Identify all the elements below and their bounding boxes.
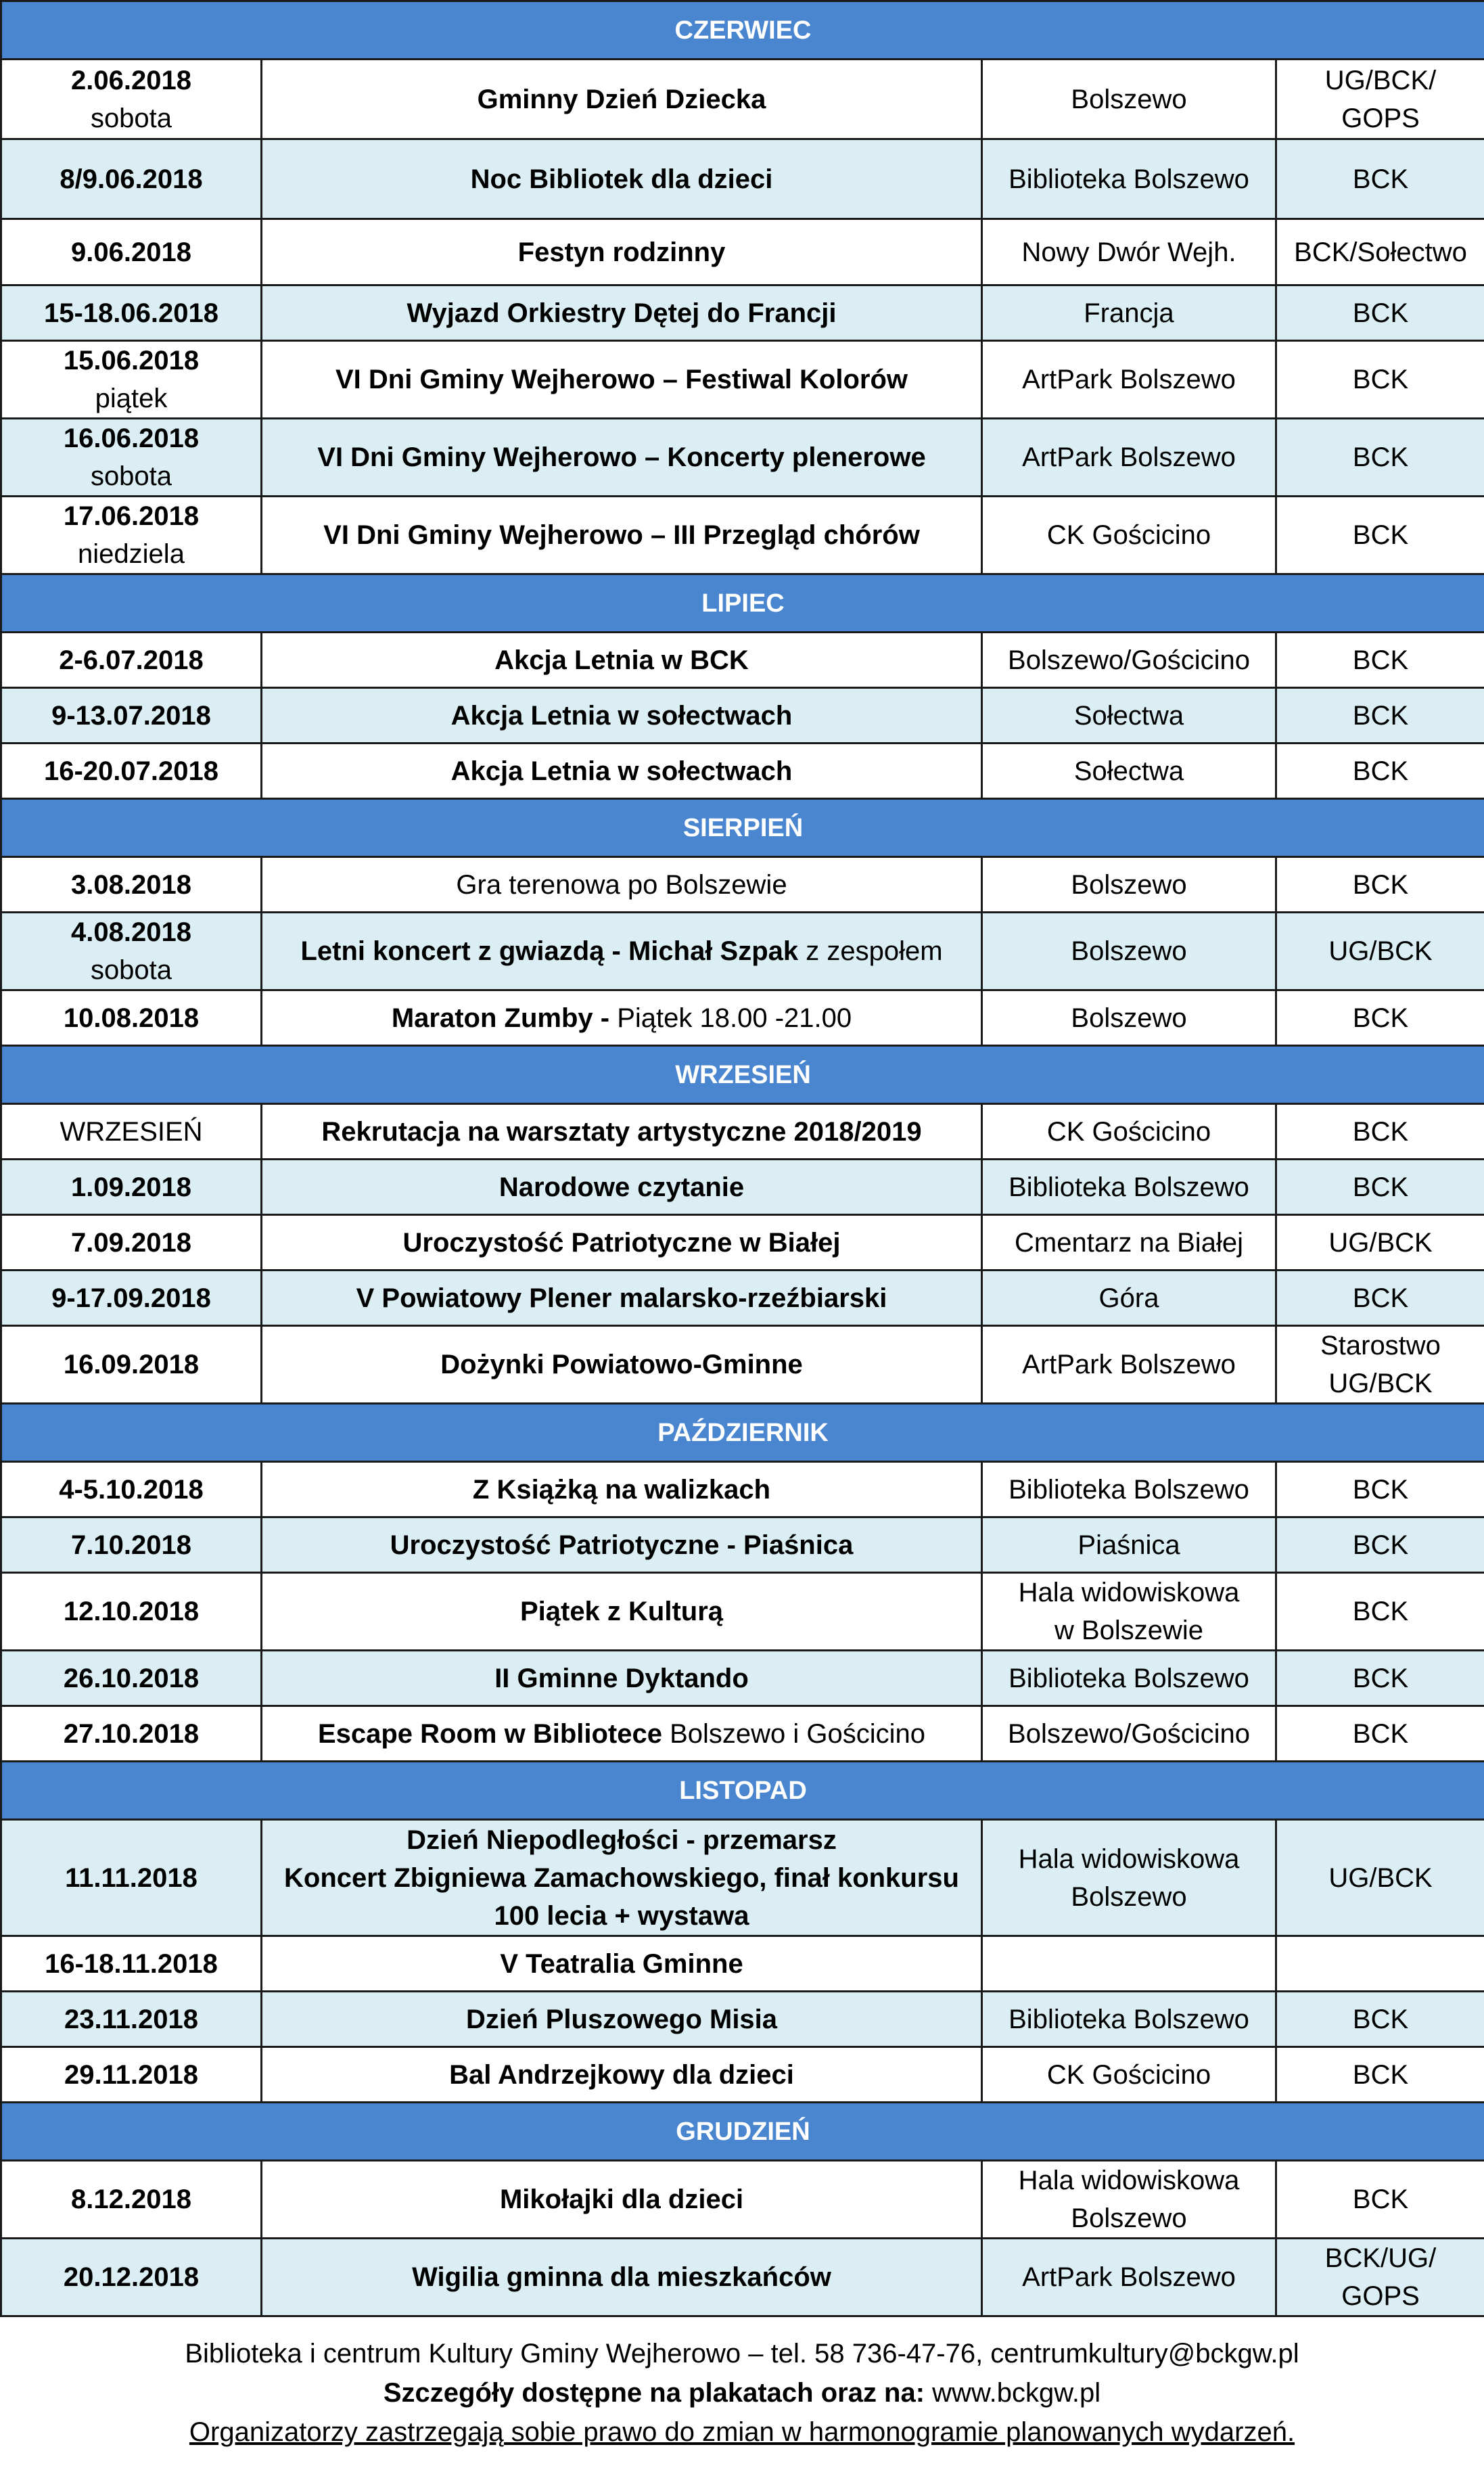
- cell-text: BCK: [1352, 1283, 1409, 1313]
- month-name: CZERWIEC: [1, 1, 1484, 60]
- event-date: [1, 913, 262, 990]
- event-date-text: 8/9.06.2018: [60, 164, 203, 194]
- event-organizer: [1276, 1820, 1484, 1936]
- event-title: [262, 1517, 982, 1573]
- event-title-part: Bolszewo i Gościcino: [662, 1718, 926, 1749]
- cell-text: ArtPark Bolszewo: [1022, 1350, 1236, 1379]
- event-title: [262, 633, 982, 688]
- event-date-text: 4-5.10.2018: [59, 1474, 204, 1505]
- cell-text: Biblioteka Bolszewo: [1008, 1172, 1249, 1202]
- event-date: [1, 1215, 262, 1271]
- event-row: [1, 1104, 1484, 1160]
- event-organizer: [1276, 1160, 1484, 1215]
- event-title: [262, 219, 982, 285]
- cell-text: BCK: [1352, 1474, 1409, 1505]
- event-date: [1, 60, 262, 139]
- month-name: SIERPIEŃ: [1, 799, 1484, 857]
- event-title: [262, 1271, 982, 1326]
- event-row: [1, 60, 1484, 139]
- event-row: [1, 497, 1484, 574]
- event-date: [1, 2239, 262, 2316]
- event-row: [1, 2047, 1484, 2103]
- event-title-part: Rekrutacja na warsztaty artystyczne 2018/2019: [321, 1116, 922, 1147]
- cell-text: Biblioteka Bolszewo: [1008, 2004, 1249, 2034]
- cell-text: BCK: [1352, 442, 1409, 472]
- cell-text: Bolszewo: [1071, 84, 1187, 114]
- event-date: [1, 1104, 262, 1160]
- cell-text: ArtPark Bolszewo: [1022, 2262, 1236, 2292]
- event-row: [1, 285, 1484, 341]
- event-place: [982, 857, 1276, 913]
- footer-disclaimer: Organizatorzy zastrzegają sobie prawo do zmian w harmonogramie planowanych wydarzeń.: [189, 2417, 1295, 2447]
- event-place: [982, 1936, 1276, 1992]
- event-row: [1, 1271, 1484, 1326]
- event-place: [982, 1992, 1276, 2047]
- event-title: [262, 857, 982, 913]
- cell-text: Sołectwa: [1073, 756, 1184, 786]
- event-row: [1, 633, 1484, 688]
- event-organizer: [1276, 1104, 1484, 1160]
- event-organizer: [1276, 1517, 1484, 1573]
- footer-contact: Biblioteka i centrum Kultury Gminy Wejherowo – tel. 58 736-47-76, centrumkultury@bckgw.pl: [185, 2339, 1299, 2369]
- event-date-text: 1.09.2018: [71, 1172, 191, 1202]
- event-organizer: [1276, 1462, 1484, 1517]
- event-title: [262, 1651, 982, 1706]
- event-weekday: sobota: [90, 103, 172, 133]
- footer-website-link[interactable]: www.bckgw.pl: [932, 2378, 1101, 2408]
- event-place: [982, 990, 1276, 1046]
- event-row: [1, 1160, 1484, 1215]
- event-title: [262, 1820, 982, 1936]
- cell-text: BCK/Sołectwo: [1294, 237, 1467, 267]
- month-name: WRZESIEŃ: [1, 1046, 1484, 1104]
- event-title-part: Narodowe czytanie: [498, 1172, 745, 1202]
- event-date: [1, 219, 262, 285]
- event-place: [982, 2047, 1276, 2103]
- cell-text: BCK: [1352, 1116, 1409, 1147]
- event-title-part: z zespołem: [798, 936, 943, 966]
- footer: [0, 2334, 1484, 2452]
- event-date: [1, 1992, 262, 2047]
- event-row: [1, 2161, 1484, 2239]
- event-organizer: [1276, 1992, 1484, 2047]
- event-title: [262, 497, 982, 574]
- cell-text: ArtPark Bolszewo: [1022, 442, 1236, 472]
- event-title: [262, 990, 982, 1046]
- event-organizer: [1276, 60, 1484, 139]
- event-date-text: 20.12.2018: [63, 2262, 200, 2292]
- event-organizer: [1276, 990, 1484, 1046]
- event-date: [1, 1271, 262, 1326]
- event-organizer: [1276, 1573, 1484, 1651]
- event-title-part: Piątek z Kulturą: [519, 1597, 724, 1626]
- month-header-row: [1, 1762, 1484, 1820]
- event-title: [262, 419, 982, 497]
- event-title-part: Uroczystość Patriotyczne w Białej: [402, 1227, 841, 1258]
- event-organizer: [1276, 744, 1484, 799]
- event-date: [1, 2161, 262, 2239]
- event-date-text: 16.06.2018: [63, 424, 200, 453]
- event-row: [1, 1992, 1484, 2047]
- event-place: [982, 1215, 1276, 1271]
- month-name: GRUDZIEŃ: [1, 2103, 1484, 2161]
- event-row: [1, 990, 1484, 1046]
- event-title-part: Escape Room w Bibliotece: [317, 1718, 662, 1749]
- event-organizer: [1276, 1651, 1484, 1706]
- event-date: [1, 633, 262, 688]
- event-row: [1, 139, 1484, 219]
- event-date-text: 7.09.2018: [71, 1227, 191, 1258]
- event-weekday: sobota: [90, 461, 172, 491]
- event-row: [1, 341, 1484, 419]
- event-organizer: [1276, 1215, 1484, 1271]
- event-row: [1, 688, 1484, 744]
- cell-text: BCK: [1352, 645, 1409, 675]
- event-title-part: VI Dni Gminy Wejherowo – III Przegląd chórów: [323, 520, 920, 550]
- event-place: [982, 1326, 1276, 1404]
- month-name: PAŹDZIERNIK: [1, 1404, 1484, 1462]
- event-organizer: [1276, 497, 1484, 574]
- event-organizer: [1276, 341, 1484, 419]
- cell-text: BCK: [1352, 700, 1409, 731]
- event-organizer: [1276, 2239, 1484, 2316]
- event-row: [1, 913, 1484, 990]
- event-title-part: Mikołajki dla dzieci: [499, 2185, 744, 2214]
- cell-text: BCK: [1352, 756, 1409, 786]
- event-organizer: [1276, 1271, 1484, 1326]
- cell-text: BCK: [1352, 1003, 1409, 1033]
- month-header-row: [1, 1, 1484, 60]
- event-title: [262, 60, 982, 139]
- cell-text: Bolszewo/Gościcino: [1008, 1718, 1250, 1749]
- event-weekday: sobota: [90, 955, 172, 985]
- event-title-part: Akcja Letnia w sołectwach: [450, 700, 793, 731]
- cell-text: CK Gościcino: [1046, 520, 1211, 550]
- event-date: [1, 990, 262, 1046]
- event-weekday: piątek: [95, 384, 168, 413]
- event-date: [1, 1936, 262, 1992]
- event-place: [982, 60, 1276, 139]
- event-organizer: [1276, 913, 1484, 990]
- event-date-text: 23.11.2018: [64, 2004, 198, 2034]
- event-title-part: V Powiatowy Plener malarsko-rzeźbiarski: [356, 1283, 887, 1313]
- event-row: [1, 857, 1484, 913]
- cell-text: Piaśnica: [1077, 1530, 1180, 1560]
- event-title: [262, 1104, 982, 1160]
- event-title-part: Uroczystość Patriotyczne - Piaśnica: [390, 1530, 854, 1560]
- event-date: [1, 497, 262, 574]
- event-organizer: [1276, 419, 1484, 497]
- month-header-row: [1, 1404, 1484, 1462]
- event-title-part: Letni koncert z gwiazdą - Michał Szpak: [300, 936, 799, 966]
- event-title: [262, 285, 982, 341]
- event-title: [262, 1936, 982, 1992]
- event-title-part: V Teatralia Gminne: [500, 1948, 743, 1979]
- event-date-text: WRZESIEŃ: [60, 1116, 203, 1147]
- event-place: [982, 633, 1276, 688]
- cell-text: Góra: [1098, 1283, 1159, 1313]
- event-title: [262, 744, 982, 799]
- event-row: [1, 744, 1484, 799]
- event-date: [1, 1651, 262, 1706]
- cell-text: BCK: [1352, 1663, 1409, 1693]
- month-name: LIPIEC: [1, 574, 1484, 633]
- event-date-text: 16-18.11.2018: [45, 1948, 218, 1979]
- cell-text: CK Gościcino: [1046, 2059, 1211, 2090]
- event-title-part: Festyn rodzinny: [517, 237, 726, 267]
- month-name: LISTOPAD: [1, 1762, 1484, 1820]
- event-title-part: Akcja Letnia w BCK: [494, 645, 749, 675]
- event-title-part: Wigilia gminna dla mieszkańców: [412, 2262, 831, 2292]
- event-title-part: Bal Andrzejkowy dla dzieci: [449, 2059, 794, 2090]
- cell-text: Nowy Dwór Wejh.: [1021, 237, 1236, 267]
- cell-text: BCK: [1352, 365, 1409, 394]
- event-title: [262, 2047, 982, 2103]
- event-title-part: Dzień Pluszowego Misia: [465, 2004, 778, 2034]
- cell-text: BCK: [1352, 2059, 1409, 2090]
- event-organizer: [1276, 2161, 1484, 2239]
- event-date: [1, 139, 262, 219]
- event-organizer: [1276, 1706, 1484, 1762]
- cell-text: Biblioteka Bolszewo: [1008, 1663, 1249, 1693]
- event-title-part: Dożynki Powiatowo-Gminne: [440, 1350, 803, 1379]
- event-row: [1, 419, 1484, 497]
- event-date-text: 29.11.2018: [64, 2059, 198, 2090]
- event-title: [262, 1992, 982, 2047]
- event-title: [262, 139, 982, 219]
- cell-text: BCK: [1352, 869, 1409, 900]
- event-title: [262, 2161, 982, 2239]
- cell-text: Hala widowiskowa w Bolszewie: [1018, 1578, 1240, 1645]
- cell-text: UG/BCK: [1328, 936, 1433, 966]
- footer-details: [0, 2373, 1484, 2412]
- cell-text: Biblioteka Bolszewo: [1008, 1474, 1249, 1505]
- event-title-part: Dzień Niepodległości - przemarsz Koncert Zbigniewa Zamachowskiego, finał konkursu 100 lecia + wystawa: [284, 1825, 959, 1931]
- event-title: [262, 1462, 982, 1517]
- event-row: [1, 1326, 1484, 1404]
- event-place: [982, 1462, 1276, 1517]
- event-place: [982, 1271, 1276, 1326]
- event-row: [1, 1517, 1484, 1573]
- event-date: [1, 341, 262, 419]
- event-title-part: II Gminne Dyktando: [494, 1663, 749, 1693]
- event-row: [1, 1820, 1484, 1936]
- cell-text: BCK: [1352, 298, 1409, 328]
- cell-text: BCK: [1352, 164, 1409, 194]
- event-title-part: Piątek 18.00 -21.00: [617, 1003, 852, 1033]
- event-date: [1, 1706, 262, 1762]
- event-organizer: [1276, 139, 1484, 219]
- event-date-text: 16-20.07.2018: [43, 756, 218, 786]
- event-row: [1, 2239, 1484, 2316]
- event-title: [262, 341, 982, 419]
- event-date: [1, 1820, 262, 1936]
- event-place: [982, 913, 1276, 990]
- event-place: [982, 285, 1276, 341]
- event-title-part: Gra terenowa po Bolszewie: [456, 869, 787, 900]
- cell-text: Cmentarz na Białej: [1015, 1227, 1243, 1258]
- event-place: [982, 744, 1276, 799]
- event-date: [1, 419, 262, 497]
- event-place: [982, 497, 1276, 574]
- cell-text: BCK: [1352, 1172, 1409, 1202]
- event-place: [982, 1104, 1276, 1160]
- event-organizer: [1276, 1326, 1484, 1404]
- event-date: [1, 857, 262, 913]
- event-place: [982, 1573, 1276, 1651]
- event-place: [982, 1160, 1276, 1215]
- cell-text: Bolszewo: [1071, 1003, 1187, 1033]
- event-row: [1, 1215, 1484, 1271]
- event-title-part: Z Książką na walizkach: [472, 1474, 771, 1505]
- cell-text: Biblioteka Bolszewo: [1008, 164, 1249, 194]
- event-row: [1, 1651, 1484, 1706]
- event-title: [262, 2239, 982, 2316]
- event-title-part: Maraton Zumby -: [391, 1003, 618, 1033]
- event-title: [262, 1706, 982, 1762]
- event-organizer: [1276, 285, 1484, 341]
- event-place: [982, 219, 1276, 285]
- event-date: [1, 1462, 262, 1517]
- event-place: [982, 1651, 1276, 1706]
- cell-text: Hala widowiskowa Bolszewo: [1018, 2166, 1240, 2233]
- event-date-text: 15.06.2018: [63, 346, 200, 375]
- event-date-text: 9.06.2018: [71, 237, 191, 267]
- cell-text: BCK: [1352, 1530, 1409, 1560]
- event-date: [1, 1573, 262, 1651]
- event-date-text: 17.06.2018: [63, 501, 200, 531]
- event-row: [1, 1706, 1484, 1762]
- event-row: [1, 1936, 1484, 1992]
- event-date-text: 11.11.2018: [65, 1862, 198, 1893]
- event-title: [262, 1326, 982, 1404]
- event-title-part: VI Dni Gminy Wejherowo – Festiwal Kolorów: [335, 365, 908, 394]
- cell-text: Bolszewo: [1071, 936, 1187, 966]
- cell-text: Starostwo UG/BCK: [1320, 1331, 1441, 1398]
- cell-text: Bolszewo/Gościcino: [1008, 645, 1250, 675]
- event-organizer: [1276, 1936, 1484, 1992]
- event-date: [1, 744, 262, 799]
- event-organizer: [1276, 2047, 1484, 2103]
- cell-text: BCK/UG/ GOPS: [1324, 2243, 1437, 2311]
- cell-text: BCK: [1352, 1718, 1409, 1749]
- event-date-text: 2-6.07.2018: [59, 645, 204, 675]
- cell-text: BCK: [1352, 2004, 1409, 2034]
- event-place: [982, 2161, 1276, 2239]
- event-date-text: 9-17.09.2018: [51, 1283, 211, 1313]
- footer-details-text: Szczegóły dostępne na plakatach oraz na:: [383, 2378, 933, 2408]
- cell-text: UG/BCK: [1328, 1862, 1433, 1893]
- event-place: [982, 1820, 1276, 1936]
- cell-text: ArtPark Bolszewo: [1022, 365, 1236, 394]
- cell-text: Francja: [1084, 298, 1174, 328]
- event-date: [1, 285, 262, 341]
- cell-text: BCK: [1352, 1597, 1409, 1626]
- event-title-part: Gminny Dzień Dziecka: [477, 84, 766, 114]
- event-date-text: 7.10.2018: [71, 1530, 191, 1560]
- event-date-text: 8.12.2018: [71, 2185, 191, 2214]
- event-date-text: 26.10.2018: [63, 1663, 200, 1693]
- event-date: [1, 1160, 262, 1215]
- event-organizer: [1276, 633, 1484, 688]
- event-date: [1, 688, 262, 744]
- event-title: [262, 1215, 982, 1271]
- event-date-text: 3.08.2018: [71, 869, 191, 900]
- event-date-text: 2.06.2018: [71, 65, 191, 95]
- event-place: [982, 1706, 1276, 1762]
- event-date-text: 27.10.2018: [63, 1718, 200, 1749]
- event-row: [1, 1573, 1484, 1651]
- month-header-row: [1, 2103, 1484, 2161]
- event-date-text: 12.10.2018: [63, 1597, 200, 1626]
- cell-text: UG/BCK/ GOPS: [1324, 65, 1437, 133]
- cell-text: UG/BCK: [1328, 1227, 1433, 1258]
- event-date-text: 9-13.07.2018: [51, 700, 211, 731]
- event-title: [262, 1573, 982, 1651]
- month-header-row: [1, 799, 1484, 857]
- event-title-part: VI Dni Gminy Wejherowo – Koncerty plenerowe: [317, 442, 926, 472]
- cell-text: Sołectwa: [1073, 700, 1184, 731]
- event-title: [262, 688, 982, 744]
- event-organizer: [1276, 857, 1484, 913]
- event-organizer: [1276, 219, 1484, 285]
- event-date-text: 15-18.06.2018: [43, 298, 218, 328]
- cell-text: CK Gościcino: [1046, 1116, 1211, 1147]
- event-title-part: Akcja Letnia w sołectwach: [450, 756, 793, 786]
- event-weekday: niedziela: [78, 539, 185, 569]
- event-title: [262, 913, 982, 990]
- event-organizer: [1276, 688, 1484, 744]
- event-date-text: 16.09.2018: [63, 1350, 200, 1379]
- event-date-text: 10.08.2018: [63, 1003, 200, 1033]
- event-place: [982, 1517, 1276, 1573]
- event-place: [982, 139, 1276, 219]
- event-date: [1, 2047, 262, 2103]
- event-place: [982, 688, 1276, 744]
- event-date: [1, 1326, 262, 1404]
- event-date: [1, 1517, 262, 1573]
- event-place: [982, 2239, 1276, 2316]
- cell-text: BCK: [1352, 2185, 1409, 2214]
- month-header-row: [1, 574, 1484, 633]
- event-title-part: Noc Bibliotek dla dzieci: [470, 164, 773, 194]
- month-header-row: [1, 1046, 1484, 1104]
- event-title: [262, 1160, 982, 1215]
- cell-text: Hala widowiskowa Bolszewo: [1018, 1844, 1240, 1912]
- event-place: [982, 341, 1276, 419]
- cell-text: Bolszewo: [1071, 869, 1187, 900]
- event-date-text: 4.08.2018: [71, 917, 191, 947]
- event-row: [1, 1462, 1484, 1517]
- event-place: [982, 419, 1276, 497]
- event-row: [1, 219, 1484, 285]
- cell-text: BCK: [1352, 520, 1409, 550]
- event-title-part: Wyjazd Orkiestry Dętej do Francji: [407, 298, 837, 328]
